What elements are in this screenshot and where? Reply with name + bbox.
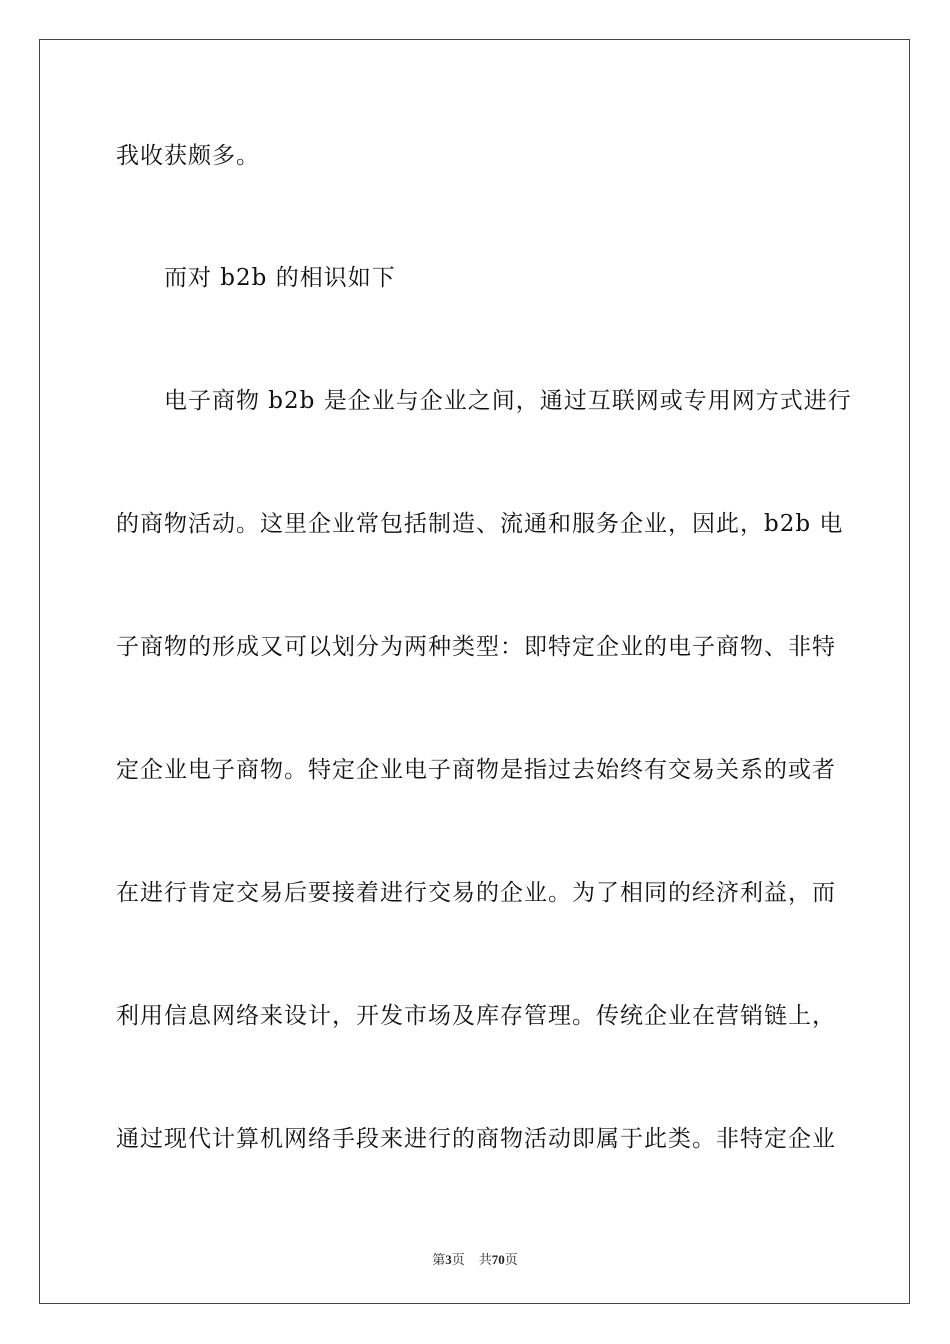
page-prefix: 第 (432, 1252, 446, 1267)
text-line-7: 在进行肯定交易后要接着进行交易的企业。为了相同的经济利益，而 (116, 880, 836, 906)
page-suffix: 页 (451, 1252, 465, 1267)
page-footer (0, 1249, 950, 1268)
text-line-2: 而对 b2b 的相识如下 (164, 265, 396, 291)
text-line-8: 利用信息网络来设计，开发市场及库存管理。传统企业在营销链上， (116, 1003, 836, 1029)
text-line-1: 我收获颇多。 (116, 143, 260, 169)
total-suffix: 页 (504, 1252, 518, 1267)
page-number: 3 (445, 1252, 452, 1267)
text-line-4: 的商物活动。这里企业常包括制造、流通和服务企业，因此，b2b 电 (116, 511, 844, 537)
page-border (39, 39, 910, 1304)
text-line-5: 子商物的形成又可以划分为两种类型：即特定企业的电子商物、非特 (116, 634, 836, 660)
text-line-3: 电子商物 b2b 是企业与企业之间，通过互联网或专用网方式进行 (164, 388, 852, 414)
text-line-9: 通过现代计算机网络手段来进行的商物活动即属于此类。非特定企业 (116, 1126, 836, 1152)
total-prefix: 共 (478, 1252, 492, 1267)
text-line-6: 定企业电子商物。特定企业电子商物是指过去始终有交易关系的或者 (116, 757, 836, 783)
total-pages: 70 (491, 1252, 505, 1267)
